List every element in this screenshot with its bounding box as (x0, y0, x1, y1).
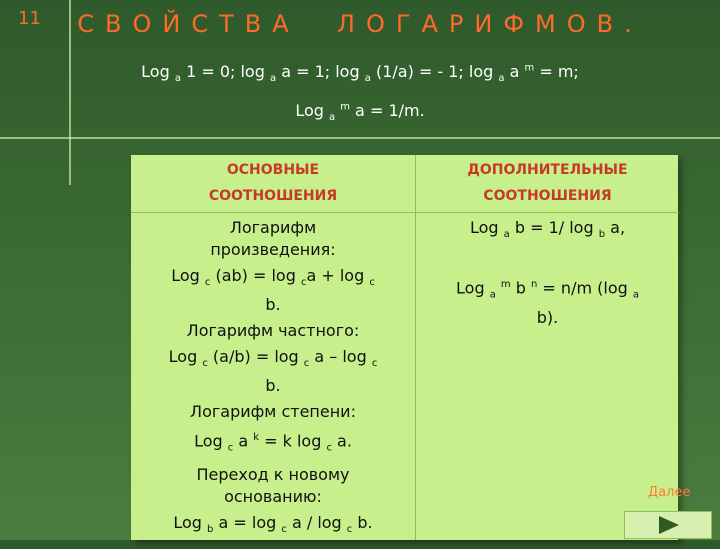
product-rule-label: Логарифм произведения: (210, 218, 336, 259)
formula-line-2: Log $_a$ $^m$ a = 1/m. (295, 101, 425, 124)
additional-relations-cell (416, 213, 679, 337)
header-line: ДОПОЛНИТЕЛЬНЫЕ (467, 162, 628, 178)
quotient-rule-formula: Log $_c$ (a/b) = log $_c$ a – log $_c$ b. (168, 347, 378, 396)
additional-relations-column (415, 155, 679, 540)
additional-relations-header (416, 155, 679, 213)
quotient-rule-label: Логарифм частного: (186, 321, 360, 341)
slide-number: 11 (18, 8, 41, 29)
power-base-rule-formula: Log $_a$ $^m$ b $^n$ = n/m (log $_a$ b). (456, 278, 639, 327)
slide-title: СВОЙСТВА ЛОГАРИФМОВ. (77, 10, 643, 38)
basic-relations-column (131, 155, 415, 540)
properties-table (131, 155, 678, 540)
power-rule-formula: Log $_c$ a $^k$ = k log $_c$ a. (194, 431, 352, 454)
next-button[interactable] (624, 511, 712, 539)
basic-relations-cell (131, 213, 415, 549)
header-line: СООТНОШЕНИЯ (483, 188, 612, 204)
header-line: СООТНОШЕНИЯ (208, 188, 338, 204)
decorative-horizontal-line (0, 137, 720, 139)
basic-relations-header (131, 155, 415, 213)
play-arrow-icon (659, 516, 679, 534)
change-of-base-formula: Log $_b$ a = log $_c$ a / log $_c$ b. (173, 512, 373, 536)
power-rule-label: Логарифм степени: (190, 402, 356, 422)
product-rule-formula: Log $_c$ (ab) = log $_c$a + log $_c$ b. (171, 266, 375, 315)
formula-line-1: Log $_a$ 1 = 0; log $_a$ a = 1; log $_a$ (1/a) = - 1; log $_a$ a $^m$ = m; (141, 62, 579, 85)
next-label[interactable]: Далее (648, 485, 691, 500)
change-of-base-label: Переход к новому основанию: (196, 464, 350, 506)
header-line: ОСНОВНЫЕ (226, 162, 320, 178)
reciprocal-rule-formula: Log $_a$ b = 1/ log $_b$ a, (469, 218, 626, 241)
